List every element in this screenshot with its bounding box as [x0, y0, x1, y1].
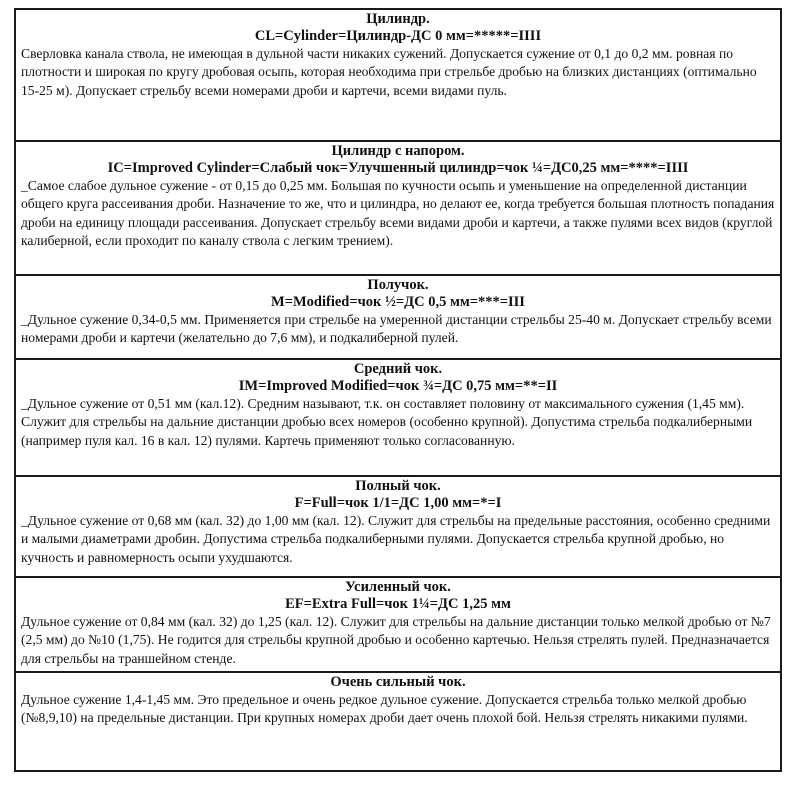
section-body: _Дульное сужение от 0,51 мм (кал.12). Средним называют, т.к. он составляет половину от максимального сужения (1,45 мм). Служит для стрельбы на дальние дистанции дробью всех номеров (особенно крупной). Допустима стрельба подкалиберными (например пуля кал. 16 в кал. 12) пулями. Картечь применяют только согласованную. [21, 396, 753, 448]
section-code: EF=Extra Full=чок 1¼=ДС 1,25 мм [285, 596, 511, 612]
section-code: CL=Cylinder=Цилиндр-ДС 0 мм=*****=IIII [254, 28, 542, 44]
section-body: Сверловка канала ствола, не имеющая в дульной части никаких сужений. Допускается сужение от 0,1 до 0,2 мм. ровная по плотности и широкая по кругу дробовая осыпь, которая необходима при стрельбе дробью на близких дистанциях (оптимально 15-25 м). Допускает стрельбу всеми номерами дроби и картечи, всеми видами пуль. [21, 46, 757, 98]
section-full [16, 477, 780, 578]
section-title: Цилиндр с напором. [331, 143, 465, 159]
section-body: _Дульное сужение 0,34-0,5 мм. Применяется при стрельбе на умеренной дистанции стрельбы 25-40 м. Допускает стрельбу всеми номерами дроби и картечи (желательно до 7,6 мм), и подкалиберной пулей. [21, 312, 772, 346]
section-title: Усиленный чок. [345, 579, 451, 595]
section-title: Полный чок. [355, 478, 441, 494]
section-body: _Дульное сужение от 0,68 мм (кал. 32) до 1,00 мм (кал. 12). Служит для стрельбы на предельные расстояния, особенно средними и малыми диаметрами дробин. Допустима стрельба подкалиберными пулями. Допускается стрельба крупной дробью, но кучность и равномерность осыпи ухудшаются. [21, 513, 771, 565]
section-body: _Самое слабое дульное сужение - от 0,15 до 0,25 мм. Большая по кучности осыпь и уменьшение на определенной дистанции общего круга рассеивания дроби. Назначение то же, что и цилиндра, но делают ее, когда требуется большая плотность попадания дроби на единицу площади рассеивания. Допускает стрельбу всеми видами дроби и картечи, а также пулями всех видов (круглой калиберной, если проходит по каналу ствола с легким трением). [21, 178, 775, 249]
section-title: Получок. [367, 277, 429, 293]
section-body: Дульное сужение 1,4-1,45 мм. Это предельное и очень редкое дульное сужение. Допускается стрельба только мелкой дробью (№8,9,10) на предельные дистанции. При крупных номерах дроби дает очень плохой бой. Нельзя стрелять никакими пулями. [21, 692, 748, 726]
section-title: Средний чок. [353, 361, 443, 377]
section-improved-cylinder [16, 142, 780, 276]
section-modified [16, 276, 780, 360]
section-body: Дульное сужение от 0,84 мм (кал. 32) до 1,25 (кал. 12). Служит для стрельбы на дальние дистанции только мелкой дробью от №7 (2,5 мм) до №10 (1,75). Не годится для стрельбы крупной дробью и особенно картечью. Нельзя стрелять пулей. Предназначается для стрельбы на траншейном стенде. [21, 614, 771, 666]
section-improved-modified [16, 360, 780, 477]
section-cylinder [16, 10, 780, 142]
section-code: IM=Improved Modified=чок ¾=ДС 0,75 мм=**=II [238, 378, 558, 394]
section-code: IC=Improved Cylinder=Слабый чок=Улучшенный цилиндр=чок ¼=ДС0,25 мм=****=IIII [107, 160, 689, 176]
section-title: Очень сильный чок. [330, 674, 466, 690]
section-very-strong [16, 673, 780, 770]
section-extra-full [16, 578, 780, 673]
section-code: M=Modified=чок ½=ДС 0,5 мм=***=III [271, 294, 525, 310]
section-title: Цилиндр. [366, 11, 430, 27]
choke-table [14, 8, 782, 772]
section-code: F=Full=чок 1/1=ДС 1,00 мм=*=I [294, 495, 502, 511]
